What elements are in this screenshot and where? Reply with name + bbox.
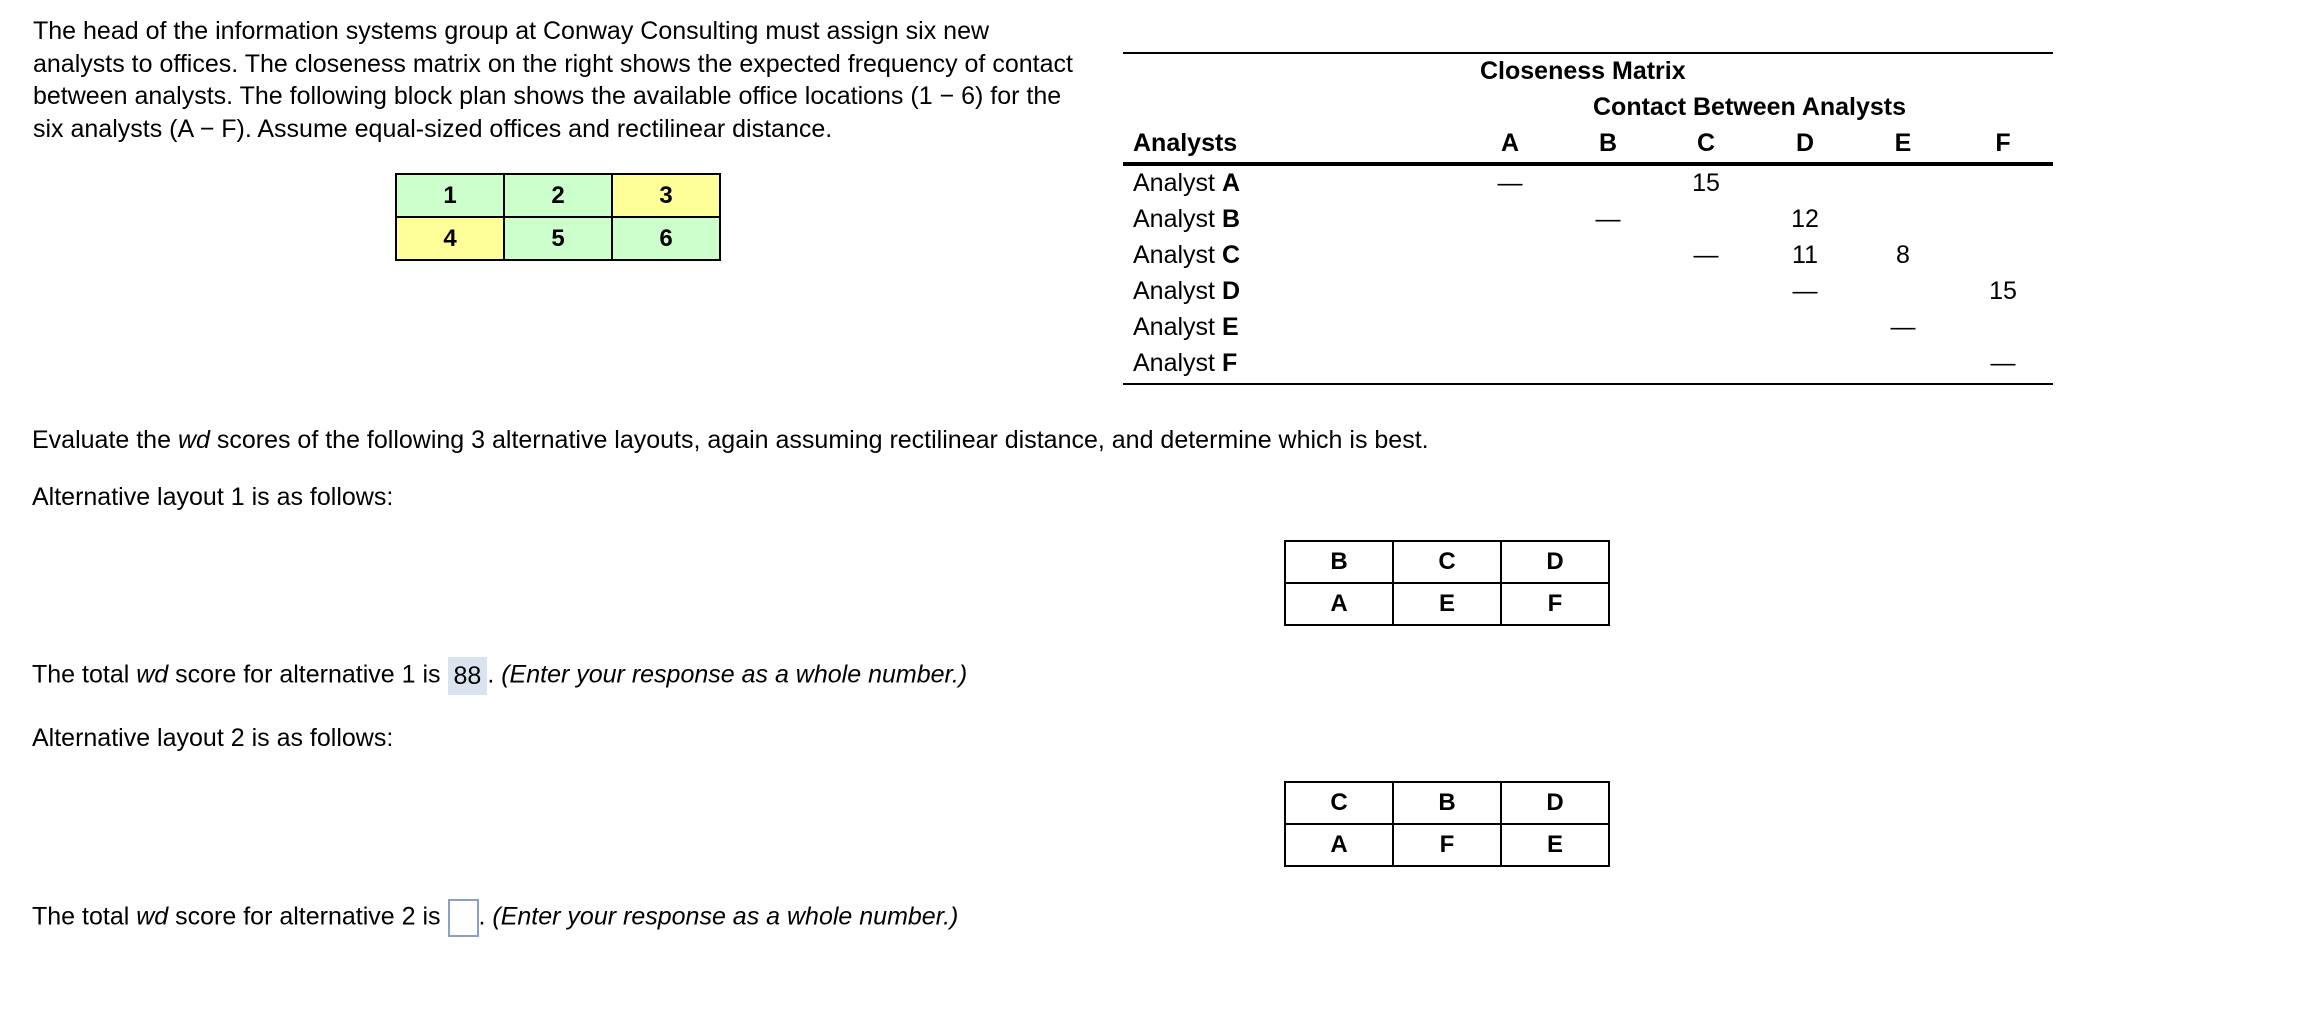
matrix-bottom-rule: [1123, 383, 2053, 385]
layout-cell: B: [1393, 782, 1501, 824]
layout-cell: F: [1393, 824, 1501, 866]
matrix-col-header: E: [1894, 129, 1912, 157]
matrix-col-header: A: [1500, 129, 1520, 157]
matrix-row-label: Analyst E: [1133, 313, 1239, 341]
matrix-col-header: B: [1598, 129, 1618, 157]
closeness-matrix: [1123, 52, 2053, 386]
matrix-cell: 15: [1989, 277, 2017, 305]
matrix-cell: 11: [1792, 241, 1818, 269]
office-cell: 5: [504, 217, 612, 260]
evaluate-instructions: Evaluate the wd scores of the following 3 alternative layouts, again assuming rectilinear distance, and determine which is best.: [32, 426, 1429, 454]
matrix-row-label: Analyst D: [1133, 277, 1240, 305]
matrix-row-label: Analyst B: [1133, 205, 1240, 233]
layout-cell: D: [1501, 782, 1609, 824]
matrix-title: Closeness Matrix: [1480, 57, 1686, 85]
matrix-top-rule: [1123, 52, 2053, 54]
alt1-answer-field[interactable]: 88: [448, 657, 488, 695]
matrix-col-header: D: [1795, 129, 1815, 157]
matrix-row-label: Analyst F: [1133, 349, 1238, 377]
matrix-diagonal-dash: —: [1693, 241, 1719, 269]
problem-intro: The head of the information systems group at Conway Consulting must assign six new analysts to offices. The closeness matrix on the right shows the expected frequency of contact between analysts. The following block plan shows the available office locations (1 − 6) for the six analysts (A − F). Assume equal-sized offices and rectilinear distance.: [33, 17, 1073, 143]
office-cell: 4: [396, 217, 504, 260]
matrix-cell: 12: [1791, 205, 1819, 233]
matrix-diagonal-dash: —: [1990, 349, 2016, 377]
matrix-row-label: Analyst C: [1133, 241, 1240, 269]
alt1-score-line: The total wd score for alternative 1 is 88 . (Enter your response as a whole number.): [32, 657, 967, 695]
matrix-header-rule: [1123, 162, 2053, 166]
matrix-cell: 8: [1896, 241, 1910, 269]
matrix-col-header: F: [1995, 129, 2011, 157]
matrix-col-header: C: [1696, 129, 1716, 157]
matrix-row-label: Analyst A: [1133, 169, 1240, 197]
layout-cell: E: [1501, 824, 1609, 866]
matrix-cell: 15: [1692, 169, 1720, 197]
alt1-heading: Alternative layout 1 is as follows:: [32, 483, 394, 511]
layout-cell: A: [1285, 824, 1393, 866]
layout-cell: F: [1501, 583, 1609, 625]
block-plan: [395, 173, 721, 261]
layout-cell: C: [1285, 782, 1393, 824]
alt2-answer-field[interactable]: [448, 899, 479, 937]
office-cell: 3: [612, 174, 720, 217]
matrix-diagonal-dash: —: [1890, 313, 1916, 341]
layout-cell: B: [1285, 541, 1393, 583]
layout-cell: C: [1393, 541, 1501, 583]
matrix-diagonal-dash: —: [1792, 277, 1818, 305]
layout-cell: A: [1285, 583, 1393, 625]
matrix-subtitle: Contact Between Analysts: [1593, 93, 1907, 121]
alt2-layout: [1284, 781, 1610, 867]
matrix-diagonal-dash: —: [1595, 205, 1621, 233]
office-cell: 6: [612, 217, 720, 260]
layout-cell: D: [1501, 541, 1609, 583]
layout-cell: E: [1393, 583, 1501, 625]
matrix-row-header: Analysts: [1133, 129, 1238, 157]
alt1-layout: [1284, 540, 1610, 626]
office-cell: 2: [504, 174, 612, 217]
office-cell: 1: [396, 174, 504, 217]
alt2-heading: Alternative layout 2 is as follows:: [32, 724, 394, 752]
alt2-score-line: The total wd score for alternative 2 is . (Enter your response as a whole number.): [32, 899, 958, 937]
matrix-diagonal-dash: —: [1497, 169, 1523, 197]
